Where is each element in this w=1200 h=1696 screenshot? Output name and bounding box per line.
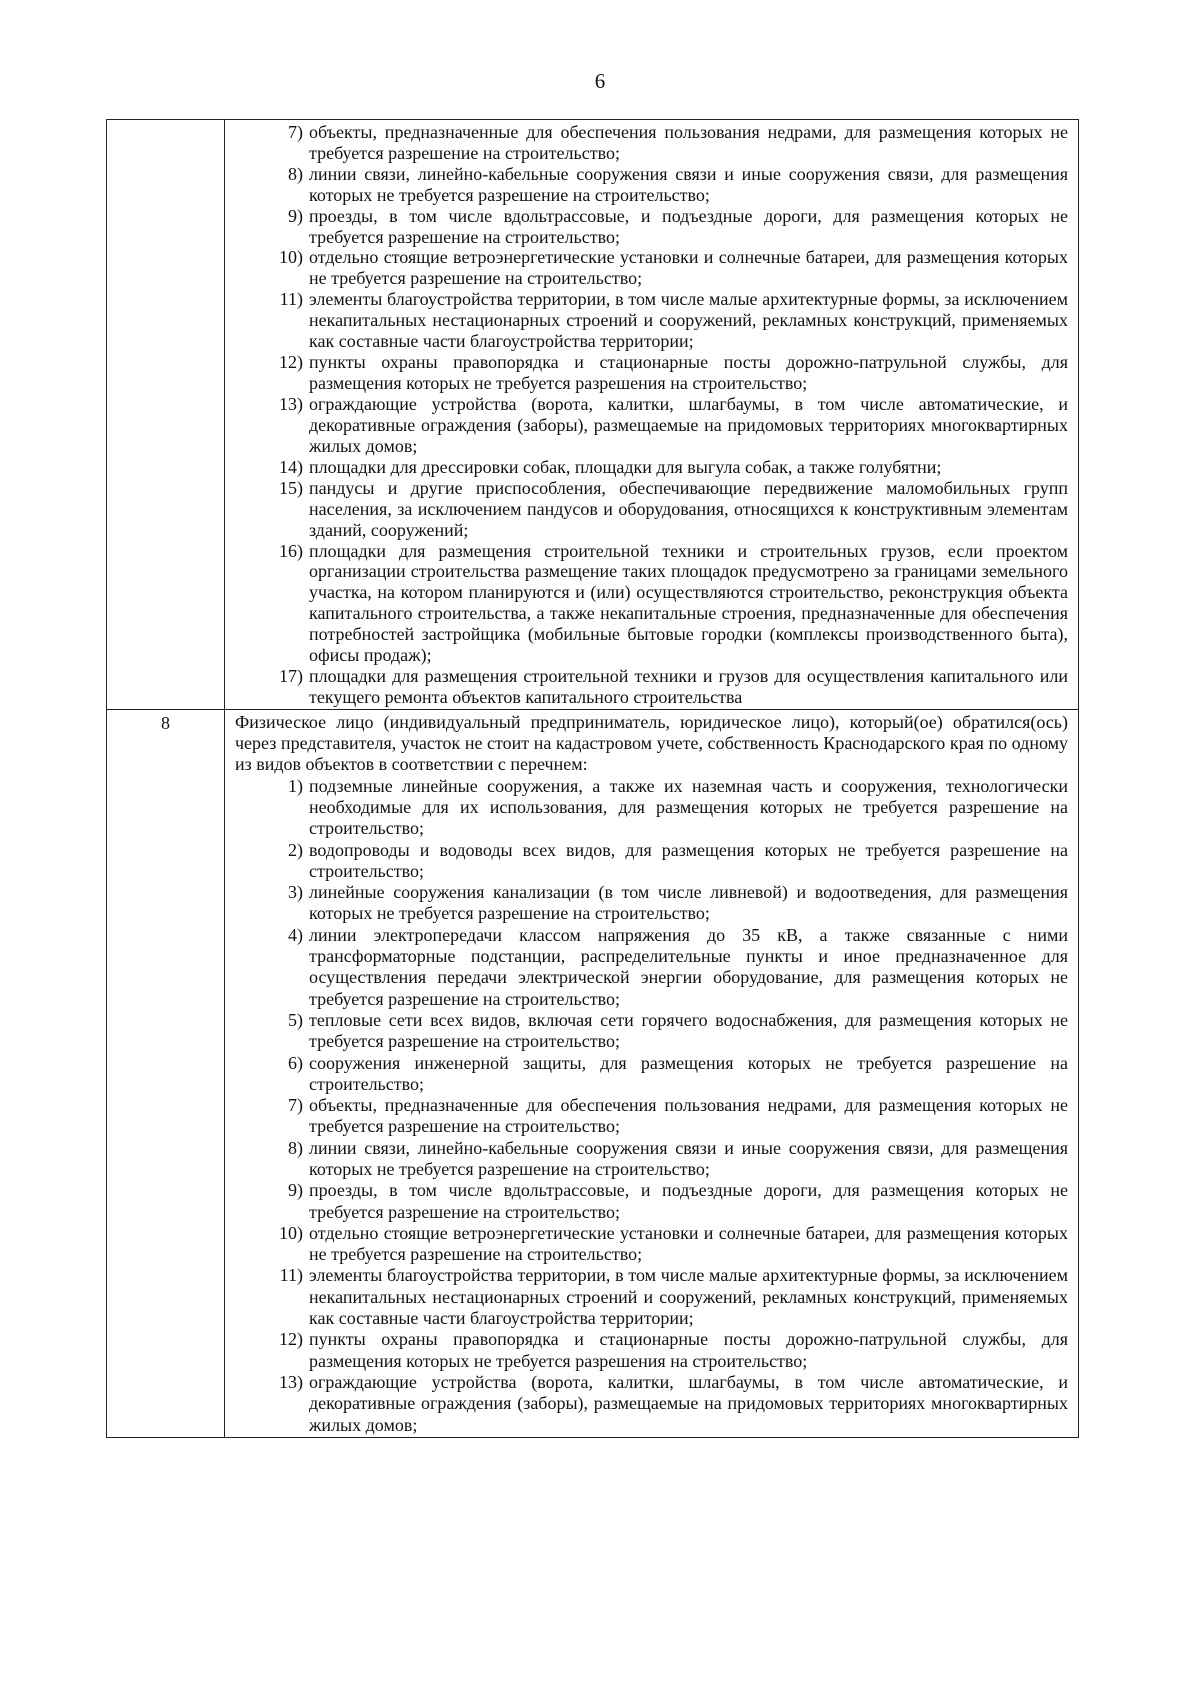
item-number: 13) — [279, 393, 303, 414]
list-item — [235, 1223, 1068, 1266]
row-content-cell — [225, 120, 1079, 710]
list-item — [235, 289, 1068, 352]
item-number: 8) — [288, 163, 303, 184]
item-text: площадки для размещения строительной техники и строительных грузов, если проектом организации строительства размещение таких площадок предусмотрено за границами земельного участка, на котором планируются и (или) осуществляются строительство, реконструкция объекта капитального строительства, а также некапитальные строения, предназначенные для обеспечения потребностей застройщика (мобильные бытовые городки (комплексы производственного быта), офисы продаж); — [309, 540, 1068, 666]
item-number: 9) — [288, 1180, 303, 1201]
item-text: элементы благоустройства территории, в том числе малые архитектурные формы, за исключением некапитальных нестационарных строений и сооружений, рекламных конструкций, применяемых как составные части благоустройства территории; — [309, 289, 1068, 352]
list-item — [235, 164, 1068, 206]
item-number: 4) — [288, 924, 303, 945]
item-text: пункты охраны правопорядка и стационарные посты дорожно-патрульной службы, для размещения которых не требуется разрешения на строительство; — [309, 1329, 1068, 1371]
item-number: 11) — [279, 1265, 303, 1286]
row-content-cell — [225, 709, 1079, 1437]
row-number-cell: 8 — [107, 709, 225, 1437]
item-list — [235, 776, 1068, 1436]
item-text: сооружения инженерной защиты, для размещения которых не требуется разрешение на строительство; — [309, 1052, 1068, 1094]
item-number: 13) — [279, 1371, 303, 1392]
list-item — [235, 394, 1068, 457]
row-number-cell — [107, 120, 225, 710]
list-item — [235, 247, 1068, 289]
list-item — [235, 478, 1068, 541]
item-number: 9) — [288, 205, 303, 226]
item-number: 2) — [288, 839, 303, 860]
item-text: водопроводы и водоводы всех видов, для размещения которых не требуется разрешение на строительство; — [309, 839, 1068, 881]
item-text: проезды, в том числе вдольтрассовые, и подъездные дороги, для размещения которых не требуется разрешение на строительство; — [309, 1180, 1068, 1222]
item-number: 5) — [288, 1009, 303, 1030]
page-number: 6 — [594, 69, 606, 93]
item-text: линии электропередачи классом напряжения до 35 кВ, а также связанные с ними трансформаторные подстанции, распределительные пункты и иное предназначенное для осуществления передачи электрической энергии оборудование, для размещения которых не требуется разрешение на строительство; — [309, 924, 1068, 1009]
item-number: 10) — [279, 247, 303, 268]
item-text: проезды, в том числе вдольтрассовые, и подъездные дороги, для размещения которых не требуется разрешение на строительство; — [309, 205, 1068, 247]
services-table — [106, 119, 1079, 1438]
item-text: пандусы и другие приспособления, обеспечивающие передвижение маломобильных групп населения, за исключением пандусов и оборудования, относящихся к конструктивным элементам зданий, сооружений; — [309, 477, 1068, 540]
list-item — [235, 1053, 1068, 1096]
item-number: 17) — [279, 665, 303, 686]
item-text: отдельно стоящие ветроэнергетические установки и солнечные батареи, для размещения которых не требуется разрешение на строительство; — [309, 247, 1068, 289]
item-number: 10) — [279, 1222, 303, 1243]
list-item — [235, 776, 1068, 840]
item-text: ограждающие устройства (ворота, калитки, шлагбаумы, в том числе автоматические, и декоративные ограждения (заборы), размещаемые на придомовых территориях многоквартирных жилых домов; — [309, 393, 1068, 456]
item-text: подземные линейные сооружения, а также их наземная часть и сооружения, технологически необходимые для их использования, для размещения которых не требуется разрешение на строительство; — [309, 775, 1068, 839]
list-item — [235, 1265, 1068, 1329]
list-item — [235, 352, 1068, 394]
item-text: линии связи, линейно-кабельные сооружения связи и иные сооружения связи, для размещения которых не требуется разрешение на строительство; — [309, 1137, 1068, 1179]
list-item — [235, 457, 1068, 478]
list-item — [235, 122, 1068, 164]
list-item — [235, 1329, 1068, 1372]
item-text: линии связи, линейно-кабельные сооружения связи и иные сооружения связи, для размещения которых не требуется разрешение на строительство; — [309, 163, 1068, 205]
item-text: отдельно стоящие ветроэнергетические установки и солнечные батареи, для размещения которых не требуется разрешение на строительство; — [309, 1222, 1068, 1265]
item-text: площадки для размещения строительной техники и грузов для осуществления капитального или текущего ремонта объектов капитального строительства — [309, 665, 1068, 707]
item-number: 14) — [279, 456, 303, 477]
item-text: объекты, предназначенные для обеспечения пользования недрами, для размещения которых не требуется разрешение на строительство; — [309, 1095, 1068, 1137]
table-row — [107, 120, 1079, 710]
item-text: площадки для дрессировки собак, площадки для выгула собак, а также голубятни; — [309, 456, 942, 477]
item-number: 1) — [288, 775, 303, 796]
item-number: 16) — [279, 540, 303, 561]
item-number: 12) — [279, 1329, 303, 1350]
item-number: 11) — [279, 289, 303, 310]
table-row — [107, 709, 1079, 1437]
item-number: 12) — [279, 351, 303, 372]
row-intro-text: Физическое лицо (индивидуальный предприниматель, юридическое лицо), который(ое) обратился(ось) через представителя, участок не стоит на кадастровом учете, собственность Краснодарского края по одному из видов объектов в соответствии с перечнем: — [235, 711, 1068, 775]
list-item — [235, 206, 1068, 248]
item-number: 6) — [288, 1052, 303, 1073]
list-item — [235, 1138, 1068, 1181]
list-item — [235, 1180, 1068, 1223]
item-text: ограждающие устройства (ворота, калитки, шлагбаумы, в том числе автоматические, и декоративные ограждения (заборы), размещаемые на придомовых территориях многоквартирных жилых домов; — [309, 1371, 1068, 1435]
item-text: пункты охраны правопорядка и стационарные посты дорожно-патрульной службы, для размещения которых не требуется разрешения на строительство; — [309, 351, 1068, 393]
list-item — [235, 882, 1068, 925]
item-text: элементы благоустройства территории, в том числе малые архитектурные формы, за исключением некапитальных нестационарных строений и сооружений, рекламных конструкций, применяемых как составные части благоустройства территории; — [309, 1265, 1068, 1329]
list-item — [235, 1095, 1068, 1138]
item-number: 7) — [288, 122, 303, 142]
list-item — [235, 1010, 1068, 1053]
item-number: 8) — [288, 1137, 303, 1158]
list-item — [235, 541, 1068, 666]
item-text: линейные сооружения канализации (в том числе ливневой) и водоотведения, для размещения которых не требуется разрешение на строительство; — [309, 882, 1068, 924]
item-number: 15) — [279, 477, 303, 498]
item-number: 7) — [288, 1095, 303, 1116]
list-item — [235, 666, 1068, 708]
list-item — [235, 925, 1068, 1010]
list-item — [235, 840, 1068, 883]
item-list — [235, 122, 1068, 708]
item-number: 3) — [288, 882, 303, 903]
list-item — [235, 1372, 1068, 1436]
item-text: объекты, предназначенные для обеспечения пользования недрами, для размещения которых не требуется разрешение на строительство; — [309, 122, 1068, 163]
item-text: тепловые сети всех видов, включая сети горячего водоснабжения, для размещения которых не требуется разрешение на строительство; — [309, 1009, 1068, 1052]
